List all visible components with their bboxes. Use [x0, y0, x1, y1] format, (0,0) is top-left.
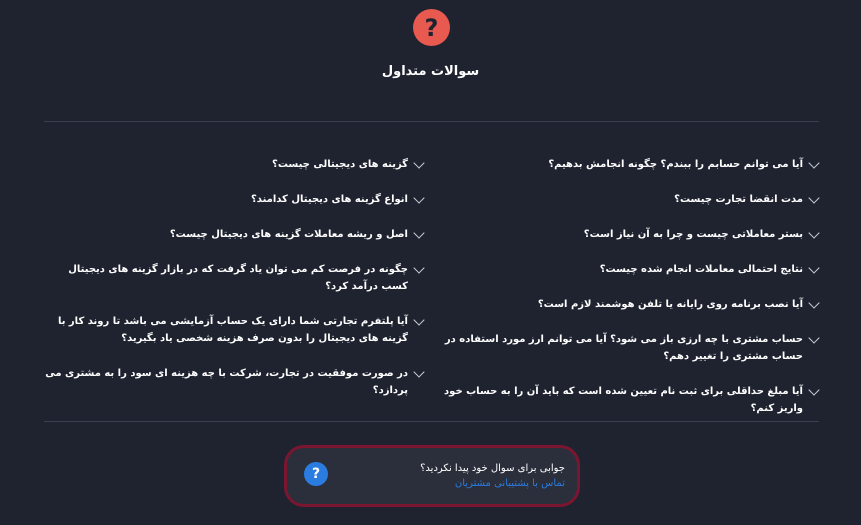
faq-question: آیا نصب برنامه روی رایانه یا تلفن هوشمند لازم است؟ — [537, 299, 803, 310]
faq-question: چگونه در فرصت کم می توان یاد گرفت که در بازار گزینه های دیجیتال کسب درآمد کرد؟ — [68, 264, 408, 292]
contact-support-link[interactable]: تماس با پشتیبانی مشتریان — [454, 478, 565, 489]
faq-item[interactable] — [44, 261, 424, 295]
chevron-down-icon — [808, 384, 819, 395]
faq-question: انواع گزینه های دیجیتال کدامند؟ — [251, 194, 408, 205]
chevron-down-icon — [413, 227, 424, 238]
faq-question: آیا می توانم حسابم را ببندم؟ چگونه انجامش بدهیم؟ — [548, 159, 803, 170]
faq-item[interactable] — [440, 156, 819, 173]
faq-question: بستر معاملاتی چیست و چرا به آن نیاز است؟ — [583, 229, 803, 240]
chevron-down-icon — [413, 157, 424, 168]
help-icon: ? — [304, 462, 328, 486]
chevron-down-icon — [808, 332, 819, 343]
faq-question: آیا پلتفرم تجارتی شما دارای یک حساب آزمایشی می باشد تا روند کار با گزینه های دیجیتال را بدون صرف هزینه شخصی یاد بگیرید؟ — [57, 316, 408, 344]
faq-column-right — [440, 156, 819, 417]
faq-question: در صورت موفقیت در تجارت، شرکت با چه هزینه ای سود را به مشتری می پردازد؟ — [45, 368, 408, 396]
faq-item[interactable] — [44, 156, 424, 173]
chevron-down-icon — [808, 227, 819, 238]
chevron-down-icon — [413, 262, 424, 273]
faq-question: مدت انقضا تجارت چیست؟ — [674, 194, 803, 205]
chevron-down-icon — [808, 297, 819, 308]
faq-item[interactable] — [440, 226, 819, 243]
faq-item[interactable] — [44, 191, 424, 208]
contact-text — [420, 461, 565, 491]
bottom-divider — [44, 421, 819, 422]
chevron-down-icon — [808, 157, 819, 168]
contact-question: جوابی برای سوال خود پیدا نکردید؟ — [420, 463, 565, 474]
faq-item[interactable] — [44, 226, 424, 243]
chevron-down-icon — [808, 262, 819, 273]
faq-item[interactable] — [44, 365, 424, 399]
top-divider — [44, 121, 819, 122]
faq-item[interactable] — [44, 313, 424, 347]
faq-item[interactable] — [440, 191, 819, 208]
page-title: سوالات متداول — [381, 64, 480, 79]
faq-question: حساب مشتری با چه ارزی باز می شود؟ آیا می توانم ارز مورد استفاده در حساب مشتری را تغییر دهم؟ — [444, 334, 803, 362]
chevron-down-icon — [413, 192, 424, 203]
faq-question: گزینه های دیجیتالی چیست؟ — [272, 159, 408, 170]
faq-item[interactable] — [440, 383, 819, 417]
question-icon: ? — [413, 9, 450, 46]
faq-question: اصل و ریشه معاملات گزینه های دیجیتال چیست؟ — [169, 229, 408, 240]
chevron-down-icon — [808, 192, 819, 203]
contact-support-box — [284, 445, 580, 507]
faq-item[interactable] — [440, 331, 819, 365]
faq-item[interactable] — [440, 296, 819, 313]
faq-question: نتایج احتمالی معاملات انجام شده چیست؟ — [599, 264, 803, 275]
chevron-down-icon — [413, 314, 424, 325]
faq-item[interactable] — [440, 261, 819, 278]
faq-column-left — [44, 156, 424, 399]
faq-question: آیا مبلغ حداقلی برای ثبت نام تعیین شده است که باید آن را به حساب خود واریز کنم؟ — [444, 386, 803, 414]
chevron-down-icon — [413, 366, 424, 377]
